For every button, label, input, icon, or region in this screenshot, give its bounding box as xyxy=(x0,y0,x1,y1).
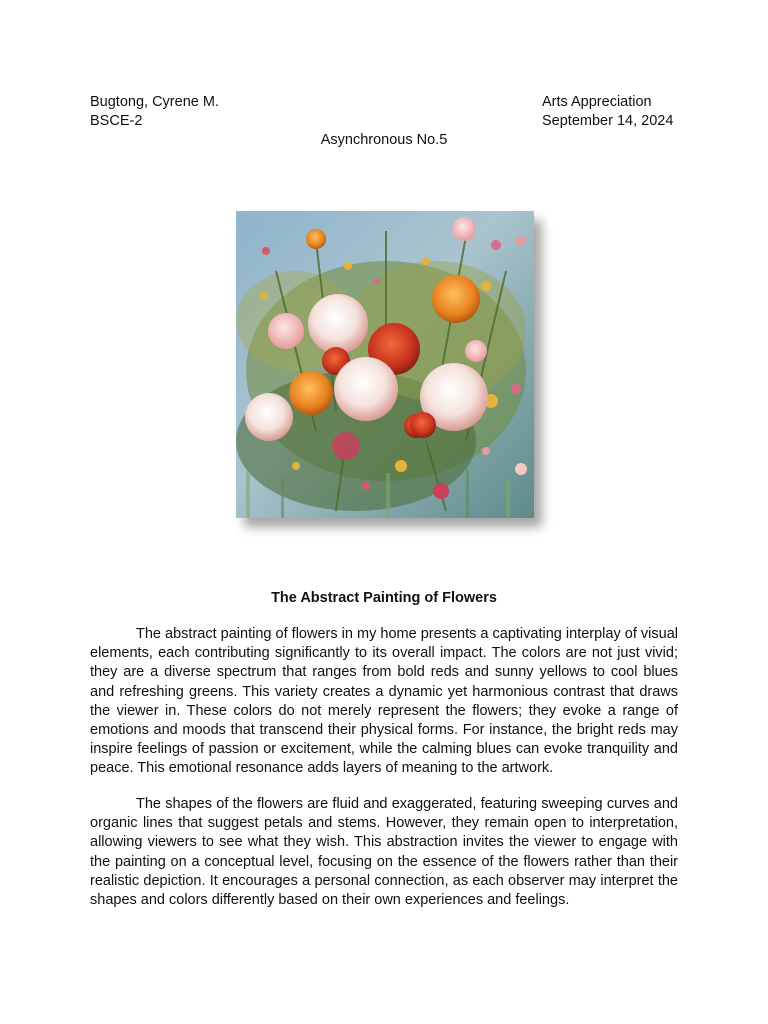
assignment-label: Asynchronous No.5 xyxy=(320,132,448,148)
essay-paragraph-2: The shapes of the flowers are fluid and exaggerated, featuring sweeping curves and organic lines that suggest petals and stems. However, they remain open to interpretation, allowing viewers to see what they wish. This abstraction invites the viewer to engage with the painting on a conceptual level, focusing on the essence of the flowers rather than their realistic depiction. It encourages a personal connection, as each observer may interpret the shapes and colors differently based on their own experiences and feelings. xyxy=(90,796,678,909)
flower-painting-image xyxy=(236,211,534,518)
author-name: Bugtong, Cyrene M. xyxy=(90,94,219,110)
header-left xyxy=(90,93,219,131)
flower-painting xyxy=(236,211,534,518)
course-section: BSCE-2 xyxy=(90,113,143,129)
header-right xyxy=(542,93,673,131)
submission-date: September 14, 2024 xyxy=(542,113,674,129)
essay-paragraph-1: The abstract painting of flowers in my home presents a captivating interplay of visual elements, each contributing significantly to its overall impact. The colors are not just vivid; they are a diverse spectrum that ranges from bold reds and sunny yellows to cool blues and refreshing greens. This variety creates a dynamic yet harmonious contrast that draws the viewer in. These colors do not merely represent the flowers; they evoke a range of emotions and moods that transcend their physical forms. For instance, the bright reds may inspire feelings of passion or excitement, while the calming blues can evoke tranquility and peace. This emotional resonance adds layers of meaning to the artwork. xyxy=(90,626,678,777)
essay-title: The Abstract Painting of Flowers xyxy=(271,590,497,606)
subject-name: Arts Appreciation xyxy=(542,94,652,110)
